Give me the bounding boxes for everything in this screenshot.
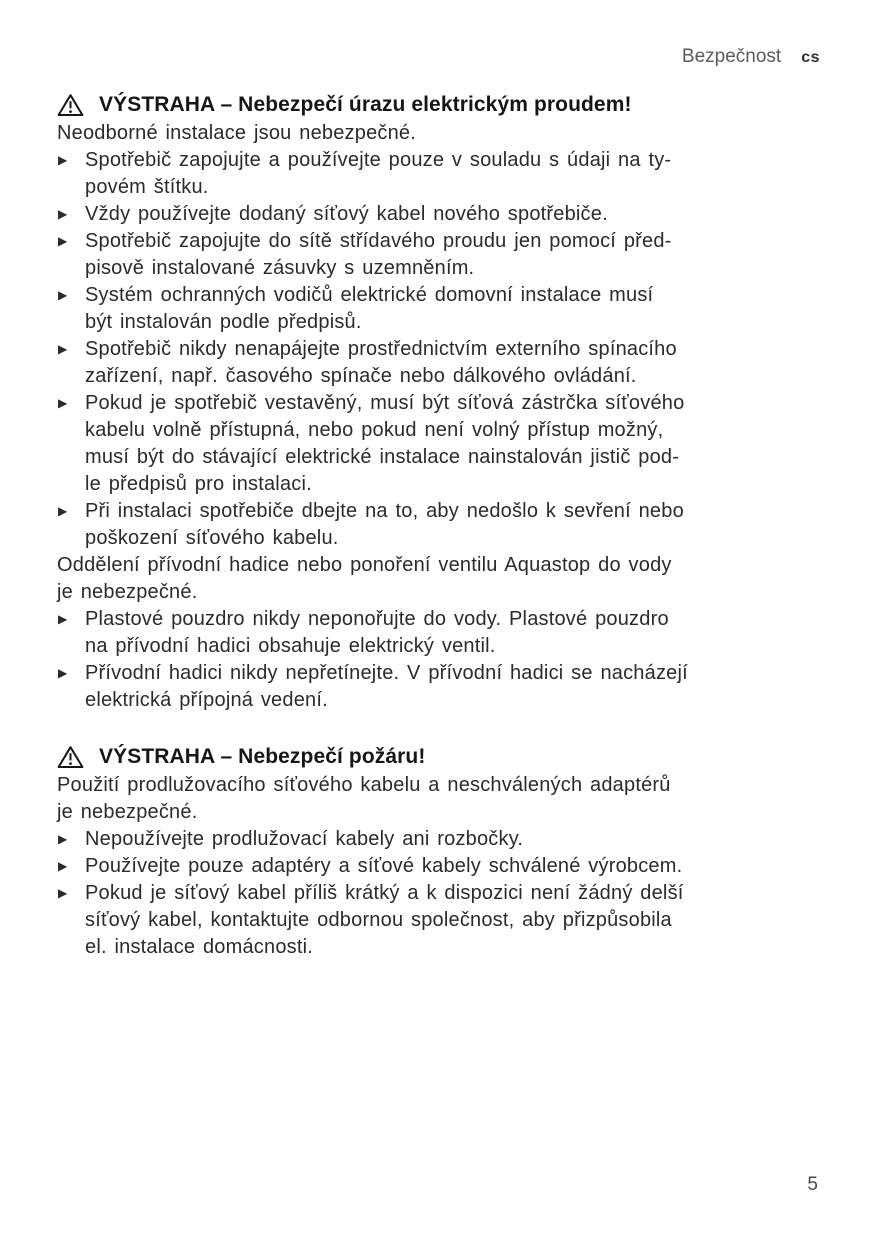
intro-paragraph: Neodborné instalace jsou nebezpečné.	[57, 122, 417, 144]
triangle-bullet-icon: ▶	[58, 153, 68, 167]
list-item-text: Pokud je spotřebič vestavěný, musí být síťová zástrčka síťového kabelu volně přístupná, nebo pokud není volný přístup možný, musí být do stávající elektrické instalace nainstalován jistič pod- le předpisů pro instalaci.	[85, 392, 685, 495]
list-item-text: Pokud je síťový kabel příliš krátký a k dispozici není žádný delší síťový kabel, kontaktujte odbornou společnost, aby přizpůsobila el. instalace domácnosti.	[85, 882, 684, 958]
intro-paragraph-fire: Použití prodlužovacího síťového kabelu a neschválených adaptérů je nebezpečné.	[57, 774, 671, 823]
warning-heading-fire	[57, 745, 820, 769]
triangle-bullet-icon: ▶	[58, 342, 68, 356]
bullet-list-electric	[57, 147, 820, 552]
header-section-title: Bezpečnost	[681, 46, 782, 67]
list-item-text: Spotřebič zapojujte do sítě střídavého proudu jen pomocí před- pisově instalované zásuvky s uzemněním.	[85, 230, 672, 279]
list-item-text: Plastové pouzdro nikdy neponořujte do vody. Plastové pouzdro na přívodní hadici obsahuje elektrický ventil.	[85, 608, 669, 657]
list-item-text: Používejte pouze adaptéry a síťové kabely schválené výrobcem.	[85, 855, 683, 877]
triangle-bullet-icon: ▶	[58, 234, 68, 248]
list-item	[57, 336, 820, 390]
warning-heading-electric	[57, 93, 820, 117]
list-item	[57, 201, 820, 228]
list-item	[57, 498, 820, 552]
triangle-bullet-icon: ▶	[58, 612, 68, 626]
triangle-bullet-icon: ▶	[58, 288, 68, 302]
triangle-bullet-icon: ▶	[58, 666, 68, 680]
triangle-bullet-icon: ▶	[58, 886, 68, 900]
list-item-text: Nepoužívejte prodlužovací kabely ani rozbočky.	[85, 828, 524, 850]
page-number: 5	[807, 1174, 818, 1195]
header-language-code: cs	[801, 49, 820, 66]
warning-heading-text: VÝSTRAHA – Nebezpečí úrazu elektrickým proudem!	[99, 93, 632, 116]
triangle-bullet-icon: ▶	[58, 859, 68, 873]
list-item	[57, 282, 820, 336]
triangle-bullet-icon: ▶	[58, 504, 68, 518]
aquastop-paragraph: Oddělení přívodní hadice nebo ponoření ventilu Aquastop do vody je nebezpečné.	[57, 554, 672, 603]
triangle-bullet-icon: ▶	[58, 207, 68, 221]
warning-triangle-icon	[57, 745, 84, 769]
list-item	[57, 826, 820, 853]
list-item	[57, 606, 820, 660]
warning-triangle-icon	[57, 93, 84, 117]
page-header	[57, 46, 820, 69]
list-item-text: Spotřebič zapojujte a používejte pouze v souladu s údaji na ty- povém štítku.	[85, 149, 672, 198]
list-item	[57, 228, 820, 282]
list-item-text: Spotřebič nikdy nenapájejte prostřednictvím externího spínacího zařízení, např. časového spínače nebo dálkového ovládání.	[85, 338, 677, 387]
list-item	[57, 880, 820, 961]
triangle-bullet-icon: ▶	[58, 832, 68, 846]
triangle-bullet-icon: ▶	[58, 396, 68, 410]
list-item	[57, 147, 820, 201]
bullet-list-fire	[57, 826, 820, 961]
list-item-text: Systém ochranných vodičů elektrické domovní instalace musí být instalován podle předpisů.	[85, 284, 654, 333]
list-item-text: Přívodní hadici nikdy nepřetínejte. V přívodní hadici se nacházejí elektrická přípojná vedení.	[85, 662, 688, 711]
warning-heading-text: VÝSTRAHA – Nebezpečí požáru!	[99, 745, 426, 768]
list-item-text: Vždy používejte dodaný síťový kabel nového spotřebiče.	[85, 203, 608, 225]
bullet-list-aquastop	[57, 606, 820, 714]
list-item	[57, 660, 820, 714]
list-item	[57, 390, 820, 498]
list-item-text: Při instalaci spotřebiče dbejte na to, aby nedošlo k sevření nebo poškození síťového kabelu.	[85, 500, 684, 549]
list-item	[57, 853, 820, 880]
